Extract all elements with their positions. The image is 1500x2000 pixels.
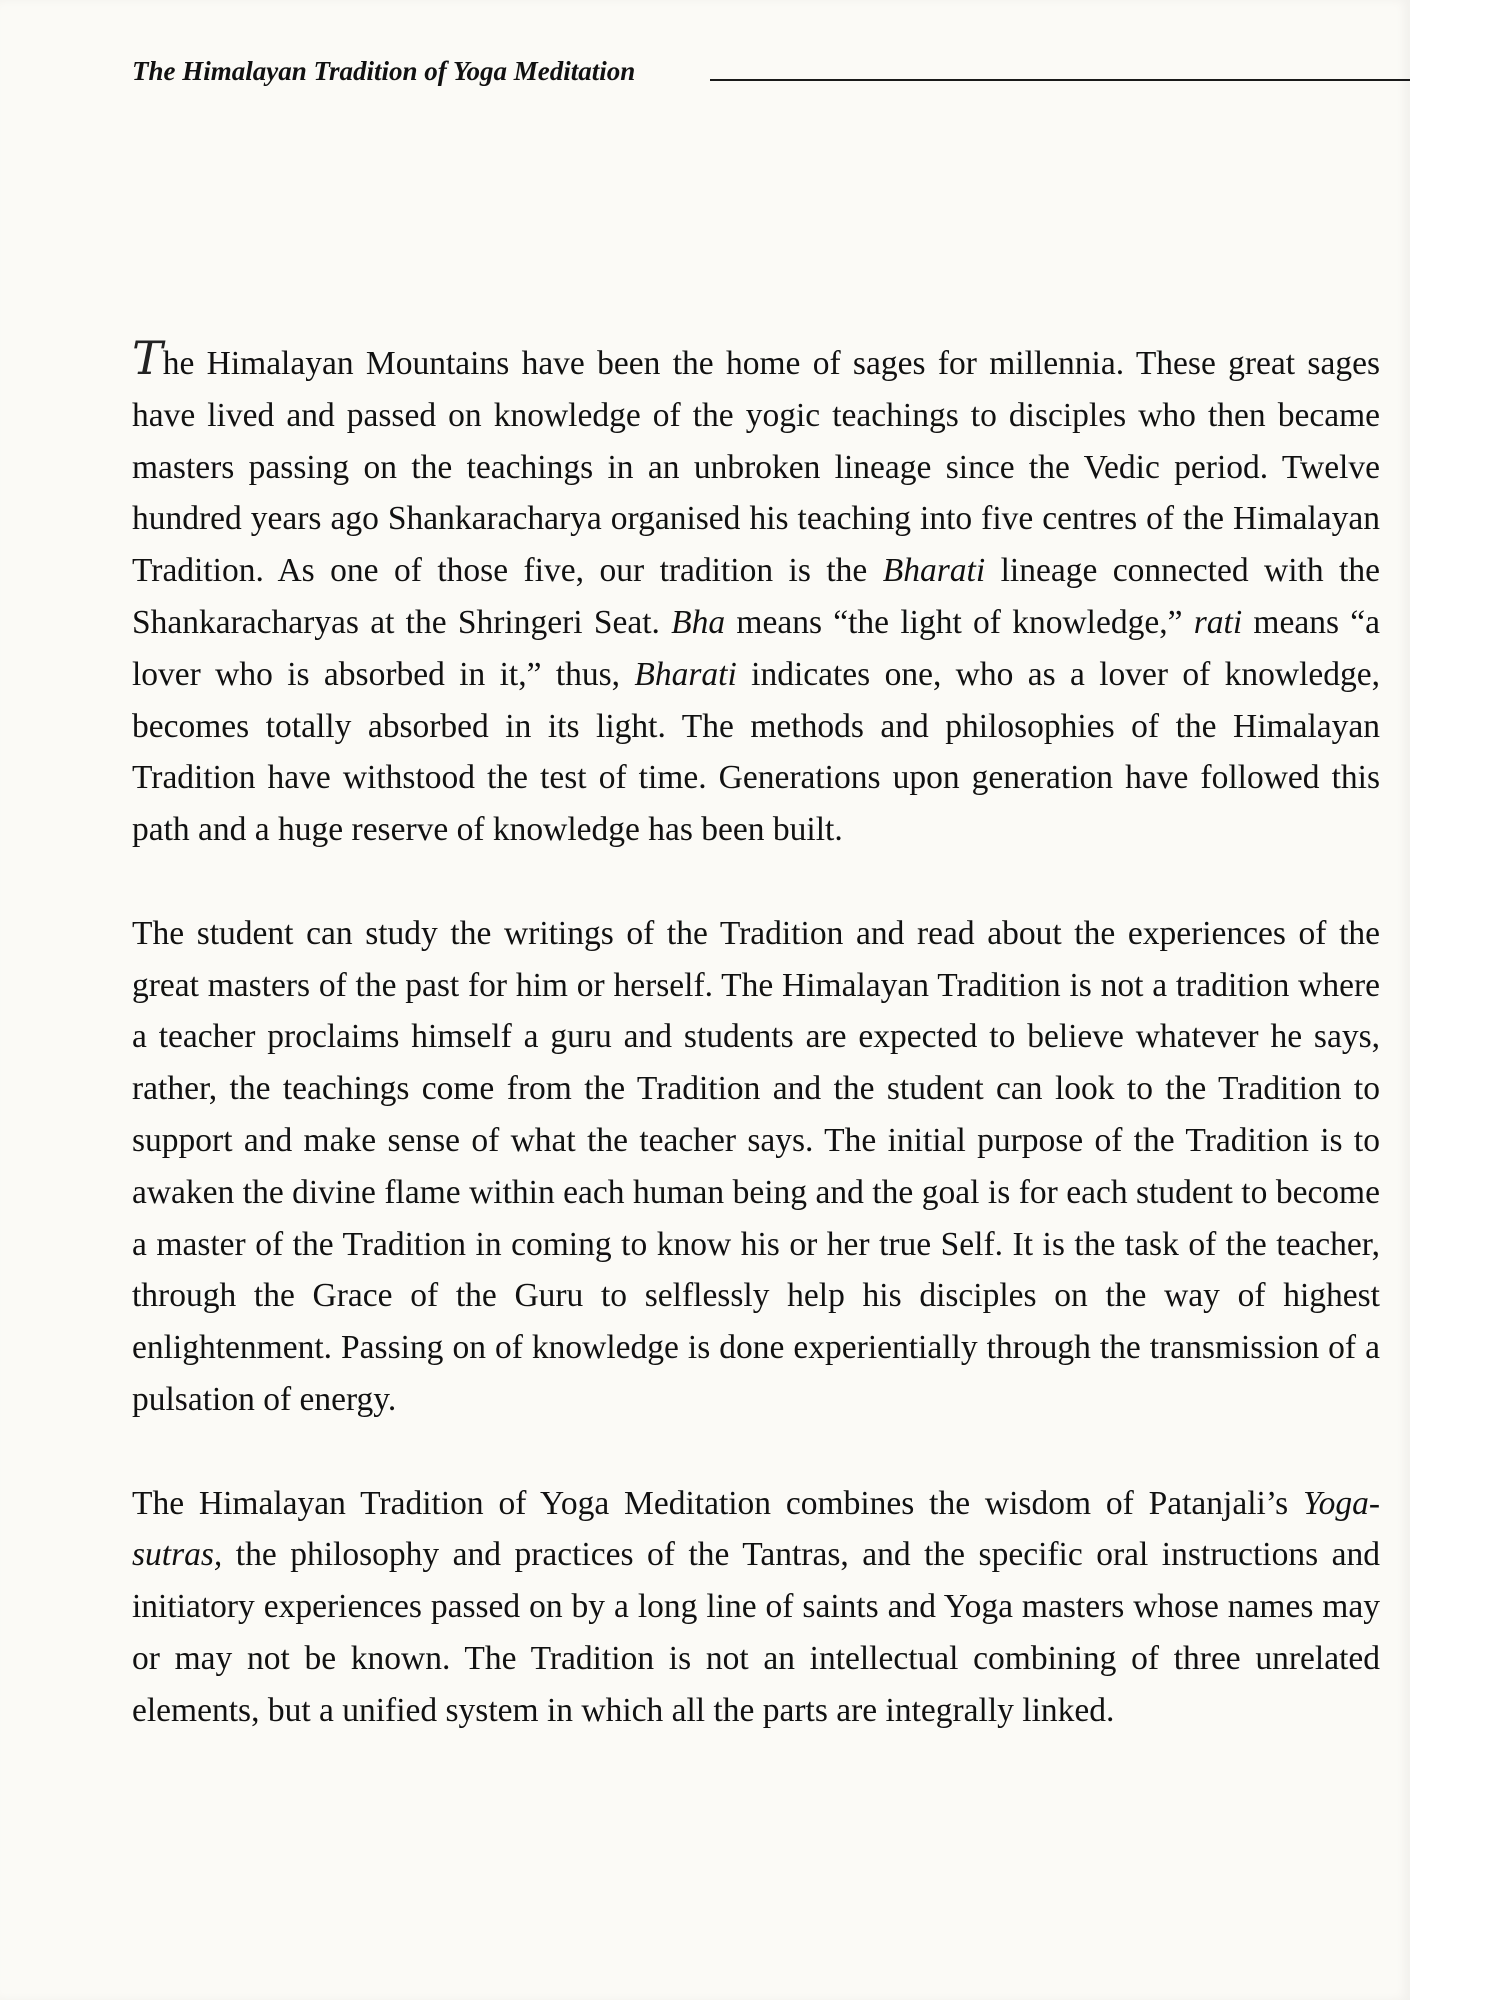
header-rule <box>710 79 1458 81</box>
p1-text-4: means “a lover who is absorbed in it,” thus, <box>132 603 1380 693</box>
p1-text-1: he Himalayan Mountains have been the home of sages for millennia. These great sages have lived and passed on knowledge of the yogic teachings to disciples who then became masters passing on the teachings in an unbroken lineage since the Vedic period. Twelve hundred years ago Shankaracharya organised his teaching into five centres of the Himalayan Tradition. As one of those five, our tradition is the <box>132 345 1380 590</box>
page-header <box>132 52 1382 100</box>
p3-text-2: the philosophy and practices of the Tantras, and the specific oral instructions and initiatory experiences passed on by a long line of saints and Yoga masters whose names may or may not be known. The Tradition is not an intellectual combining of three unrelated elements, but a unified system in which all the parts are integrally linked. <box>132 1536 1380 1729</box>
p1-text-3: means “the light of knowledge,” <box>725 603 1194 641</box>
page-margin-edge <box>1410 0 1500 2000</box>
p1-italic-bha: Bha <box>671 603 726 641</box>
body-text <box>132 331 1380 1737</box>
paragraph-1 <box>132 331 1380 856</box>
p1-italic-rati: rati <box>1193 603 1243 641</box>
p1-text-5: indicates one, who as a lover of knowledge, becomes totally absorbed in its light. The methods and philosophies of the Himalayan Tradition have withstood the test of time. Generations upon generation have followed this path and a huge reserve of knowledge has been built. <box>132 655 1380 849</box>
p1-text-2: lineage connected with the Shankaracharyas at the Shringeri Seat. <box>132 552 1380 641</box>
p1-italic-bharati: Bharati <box>882 552 986 590</box>
p1-italic-bharati-2: Bharati <box>634 655 737 693</box>
p3-text-1: The Himalayan Tradition of Yoga Meditation combines the wisdom of Patanjali’s <box>132 1484 1304 1522</box>
paragraph-2: The student can study the writings of the Tradition and read about the experiences of the great masters of the past for him or herself. The Himalayan Tradition is not a tradition where a teacher proclaims himself a guru and students are expected to believe whatever he says, rather, the teachings come from the Tradition and the student can look to the Tradition to support and make sense of what the teacher says. The initial purpose of the Tradition is to awaken the divine flame within each human being and the goal is for each student to become a master of the Tradition in coming to know his or her true Self. It is the task of the teacher, through the Grace of the Guru to selflessly help his disciples on the way of highest enlightenment. Passing on of knowledge is done experientially through the transmission of a pulsation of energy. <box>132 914 1380 1418</box>
running-title: The Himalayan Tradition of Yoga Meditation <box>132 56 636 86</box>
paragraph-3 <box>132 1478 1380 1737</box>
drop-cap: T <box>132 331 163 385</box>
p3-italic-yoga-sutras: Yoga-sutras, <box>132 1484 1380 1574</box>
